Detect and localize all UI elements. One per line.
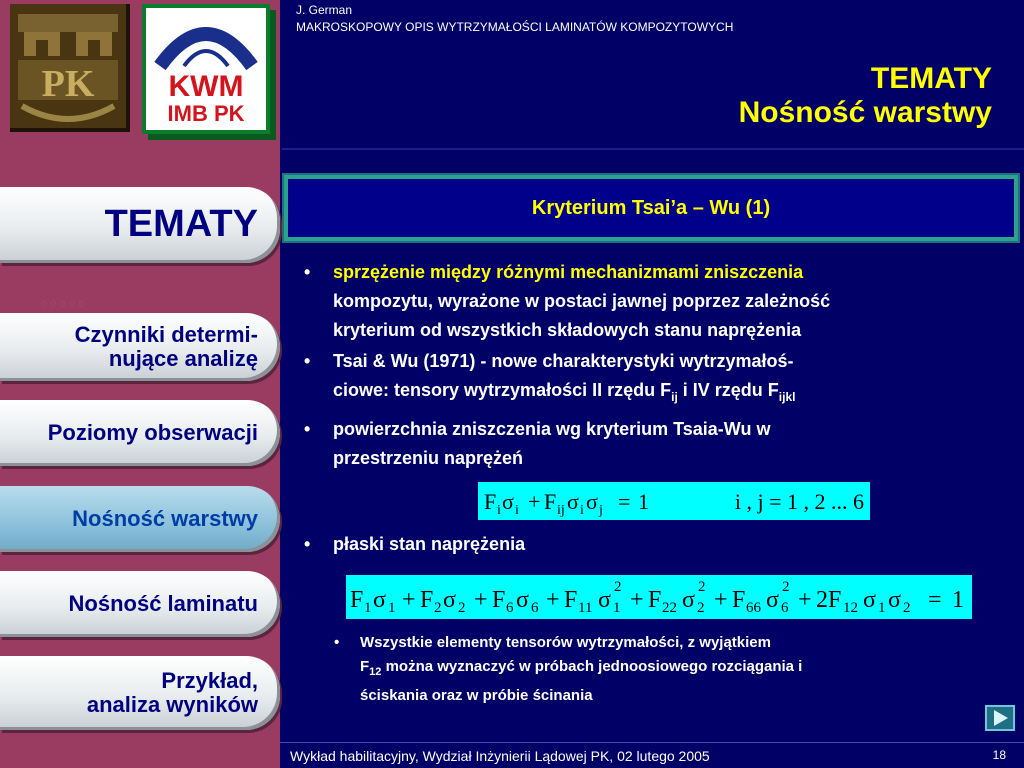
sidebar-item-label: Nośność laminatu <box>68 591 258 617</box>
svg-text:1: 1 <box>388 600 396 616</box>
svg-text:2: 2 <box>697 600 705 616</box>
bullet-dot: • <box>304 262 311 282</box>
svg-text:+: + <box>528 489 541 514</box>
svg-text:σ: σ <box>502 489 514 514</box>
svg-text:1: 1 <box>878 600 886 616</box>
subscript: ijkl <box>778 390 796 404</box>
svg-text:1: 1 <box>952 587 964 613</box>
footer-divider <box>280 742 1024 743</box>
section-title: Kryterium Tsai’a – Wu (1) <box>531 196 771 219</box>
svg-text:+: + <box>474 587 488 613</box>
svg-text:+: + <box>402 587 416 613</box>
svg-text:22: 22 <box>662 600 677 616</box>
formula-range: i , j = 1 , 2 ... 6 <box>734 489 864 514</box>
sidebar-item-label: Poziomy obserwacji <box>47 420 258 446</box>
svg-text:+: + <box>630 587 644 613</box>
bullet-highlight: sprzężenie między różnymi mechanizmami zniszczenia <box>333 262 804 282</box>
svg-text:2: 2 <box>614 579 622 595</box>
svg-text:σ: σ <box>586 489 598 514</box>
sidebar-watermark: ◌ ◌ ◌ ◌ ◌ <box>40 298 85 310</box>
sidebar-item-nosnosc-warstwy[interactable] <box>0 486 280 552</box>
sidebar-item-nosnosc-laminatu[interactable] <box>0 571 280 637</box>
svg-text:j: j <box>599 503 603 518</box>
sidebar-item-czynniki[interactable] <box>0 313 280 381</box>
svg-text:+: + <box>714 587 728 613</box>
page-subtitle: Nośność warstwy <box>738 96 992 129</box>
svg-text:F: F <box>420 587 434 613</box>
svg-text:F: F <box>350 587 364 613</box>
bullet-dot: • <box>304 534 311 554</box>
formula-plane-stress <box>346 575 972 619</box>
sidebar-item-label: Nośność warstwy <box>72 506 258 532</box>
svg-text:+: + <box>546 587 560 613</box>
svg-text:2: 2 <box>782 579 790 595</box>
next-slide-button[interactable] <box>985 705 1015 731</box>
svg-text:F: F <box>484 489 497 514</box>
svg-text:66: 66 <box>746 600 761 616</box>
svg-text:11: 11 <box>578 600 593 616</box>
svg-text:σ: σ <box>373 587 386 613</box>
svg-text:F: F <box>544 489 557 514</box>
svg-text:σ: σ <box>567 489 579 514</box>
bullet-line: i IV rzędu F <box>677 380 779 400</box>
sidebar-heading-label: TEMATY <box>104 203 258 246</box>
note-line: Wszystkie elementy tensorów wytrzymałości, z wyjątkiem <box>360 634 771 651</box>
course-title: MAKROSKOPOWY OPIS WYTRZYMAŁOŚCI LAMINATÓW KOMPOZYTOWYCH <box>296 20 734 34</box>
bullet-text-tsai-wu <box>333 347 1003 412</box>
formula-general <box>478 482 870 520</box>
pk-crest-logo <box>10 4 130 132</box>
note-line: ściskania oraz w próbie ścinania <box>360 687 593 704</box>
note-bullet-dot: • <box>334 634 340 651</box>
svg-text:σ: σ <box>682 587 695 613</box>
imb-pk-logo-text: IMB PK <box>167 101 245 126</box>
kwm-logo-text: KWM <box>168 70 244 103</box>
bullet-line: kompozytu, wyrażone w postaci jawnej poprzez zależność <box>333 291 831 311</box>
bullet-dot: • <box>304 351 311 371</box>
sidebar <box>0 0 280 768</box>
svg-text:i: i <box>515 503 519 518</box>
subscript: 12 <box>369 666 382 678</box>
svg-text:σ: σ <box>863 587 876 613</box>
svg-text:6: 6 <box>506 600 514 616</box>
sidebar-item-label: analiza wyników <box>86 692 258 717</box>
play-arrow-icon <box>987 707 1013 729</box>
svg-text:=: = <box>618 489 631 514</box>
svg-text:ij: ij <box>557 503 565 518</box>
pk-logo-text: PK <box>41 63 95 105</box>
section-title-box <box>284 175 1018 241</box>
svg-text:σ: σ <box>766 587 779 613</box>
note-line: można wyznaczyć w próbach jednoosiowego rozciągania i <box>381 658 803 675</box>
sidebar-heading-tematy[interactable] <box>0 187 280 263</box>
svg-text:σ: σ <box>888 587 901 613</box>
svg-text:6: 6 <box>531 600 539 616</box>
note-text <box>360 631 990 708</box>
page-number: 18 <box>992 748 1006 762</box>
svg-text:=: = <box>928 587 942 613</box>
sidebar-item-przyklad[interactable] <box>0 656 280 730</box>
svg-text:1: 1 <box>364 600 372 616</box>
svg-text:6: 6 <box>781 600 789 616</box>
svg-text:σ: σ <box>516 587 529 613</box>
svg-text:i: i <box>580 503 584 518</box>
note-line: F <box>360 658 370 675</box>
bullet-text-surface <box>333 415 1003 473</box>
svg-text:F: F <box>564 587 578 613</box>
svg-text:σ: σ <box>598 587 611 613</box>
sidebar-item-label: nujące analizę <box>108 346 258 371</box>
svg-text:1: 1 <box>638 489 649 514</box>
svg-text:σ: σ <box>443 587 456 613</box>
bullet-line: ciowe: tensory wytrzymałości II rzędu F <box>333 380 672 400</box>
svg-text:1: 1 <box>613 600 621 616</box>
footer-text: Wykład habilitacyjny, Wydział Inżynierii Lądowej PK, 02 lutego 2005 <box>290 748 710 764</box>
kwm-imb-pk-logo <box>142 4 270 134</box>
bullet-dot: • <box>304 419 311 439</box>
bullet-line: powierzchnia zniszczenia wg kryterium Tsaia-Wu w <box>333 419 771 439</box>
svg-text:2: 2 <box>458 600 466 616</box>
svg-text:2F: 2F <box>816 587 842 613</box>
bullet-text-plane-stress <box>333 530 1003 559</box>
svg-text:12: 12 <box>843 600 858 616</box>
sidebar-item-label: Przykład, <box>161 668 258 694</box>
bullet-line: płaski stan naprężenia <box>333 534 526 554</box>
sidebar-item-poziomy[interactable] <box>0 400 280 466</box>
svg-text:F: F <box>648 587 662 613</box>
bullet-line: kryterium od wszystkich składowych stanu naprężenia <box>333 320 802 340</box>
svg-text:F: F <box>732 587 746 613</box>
author-name: J. German <box>296 3 353 17</box>
svg-text:i: i <box>497 503 501 518</box>
svg-text:+: + <box>798 587 812 613</box>
bullet-line: Tsai & Wu (1971) - nowe charakterystyki wytrzymałoś- <box>333 351 794 371</box>
svg-text:2: 2 <box>434 600 442 616</box>
bullet-text-coupling <box>333 258 1003 345</box>
bullet-line: przestrzeniu naprężeń <box>333 448 524 468</box>
page-title: TEMATY <box>870 62 992 95</box>
header-divider <box>282 148 1024 150</box>
sidebar-item-label: Czynniki determi- <box>74 322 258 348</box>
svg-text:F: F <box>492 587 506 613</box>
svg-text:2: 2 <box>698 579 706 595</box>
svg-text:2: 2 <box>903 600 911 616</box>
subscript: ij <box>671 390 678 404</box>
